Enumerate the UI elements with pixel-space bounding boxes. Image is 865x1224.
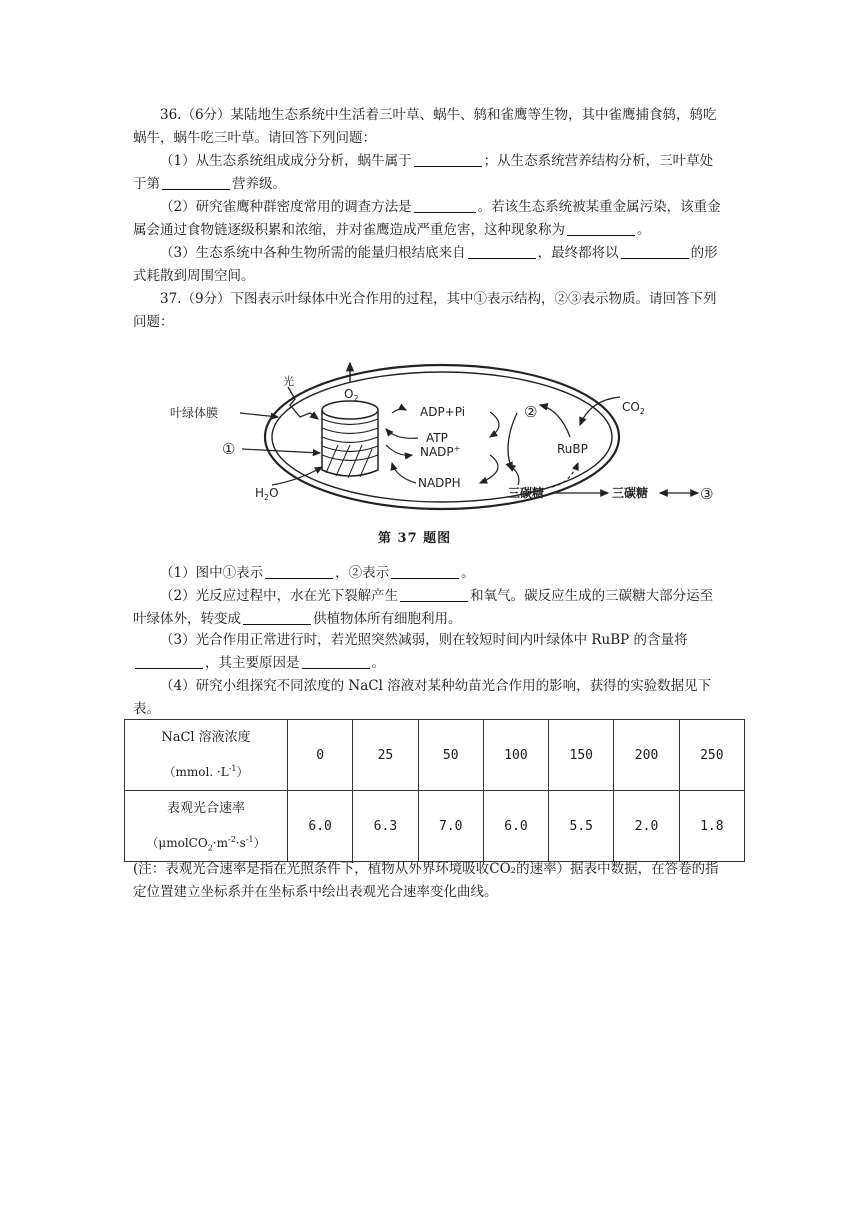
rate-cell: 7.0 <box>418 791 483 862</box>
answer-blank[interactable] <box>265 564 333 579</box>
o2-label: $O_2$ <box>344 387 359 403</box>
answer-blank[interactable] <box>302 654 370 669</box>
grana-stack <box>322 401 378 478</box>
answer-blank[interactable] <box>621 244 689 259</box>
table-note: (注：表观光合速率是指在光照条件下，植物从外界环境吸收CO₂的速率）据表中数据，在答卷的指定位置建立坐标系并在坐标系中绘出表观光合速率变化曲线。 <box>133 861 719 900</box>
table-row <box>125 791 745 862</box>
concentration-cell: 25 <box>353 720 418 791</box>
rubp-label: RuBP <box>557 442 588 456</box>
concentration-cell: 250 <box>679 720 744 791</box>
concentration-cell: 50 <box>418 720 483 791</box>
q36-part3: （3）生态系统中各种生物所需的能量归根结底来自 ，最终都将以 的形式耗散到周围空间。 <box>133 245 718 284</box>
nadph-label: NADPH <box>418 476 461 490</box>
row-header-rate: 表观光合速率 $(\mu molCO_2\cdot m^{-2}\cdot s^{-1})$ <box>125 791 288 862</box>
nacl-data-table <box>124 719 745 862</box>
circle2-label: ② <box>524 403 538 421</box>
concentration-cell: 100 <box>483 720 548 791</box>
rate-cell: 6.3 <box>353 791 418 862</box>
nadp-label: NADP+ <box>420 444 461 459</box>
rate-cell: 2.0 <box>614 791 679 862</box>
answer-blank[interactable] <box>400 587 468 602</box>
light-label: 光 <box>283 375 294 388</box>
circle3-label: ③ <box>700 485 714 503</box>
q36-part2: （2）研究雀鹰种群密度常用的调查方法是 。若该生态系统被某重金属污染，该重金属会通过食物链逐级积累和浓缩，并对雀鹰造成严重危害，这种现象称为 。 <box>133 199 721 238</box>
atp-label: ATP <box>426 431 448 445</box>
answer-blank[interactable] <box>567 221 635 236</box>
q37-stem: 37.（9分）下图表示叶绿体中光合作用的过程，其中①表示结构，②③表示物质。请回答下列问题： <box>133 291 717 330</box>
circle1-label: ① <box>222 440 236 458</box>
rate-cell: 6.0 <box>288 791 353 862</box>
q37-part4: （4）研究小组探究不同浓度的 NaCl 溶液对某种幼苗光合作用的影响，获得的实验数据见下表。 <box>133 678 712 717</box>
membrane-label: 叶绿体膜 <box>170 406 219 420</box>
chloroplast-diagram <box>160 345 720 550</box>
q37-part1: （1）图中①表示 ，②表示 。 <box>160 565 475 581</box>
rate-cell: 6.0 <box>483 791 548 862</box>
table-row <box>125 720 745 791</box>
answer-blank[interactable] <box>243 610 311 625</box>
row-header-concentration: NaCl 溶液浓度 （mmol. $\cdot L^{-1}$） <box>125 720 288 791</box>
q37-part3: （3）光合作用正常进行时，若光照突然减弱，则在较短时间内叶绿体中 RuBP 的含量将，其主要原因是 。 <box>133 629 725 675</box>
co2-label: $CO_2$ <box>622 400 645 416</box>
q36-stem: 36.（6分）某陆地生态系统中生活着三叶草、蜗牛、鸫和雀鹰等生物，其中雀鹰捕食鸫，鸫吃蜗牛，蜗牛吃三叶草。请回答下列问题： <box>133 107 717 146</box>
h2o-label: $H_2O$ <box>255 486 279 502</box>
rate-cell: 1.8 <box>679 791 744 862</box>
q36-part1: （1）从生态系统组成成分分析，蜗牛属于 ；从生态系统营养结构分析，三叶草处于第 营养级。 <box>133 153 714 192</box>
answer-blank[interactable] <box>414 198 476 213</box>
concentration-cell: 0 <box>288 720 353 791</box>
answer-blank[interactable] <box>468 244 536 259</box>
concentration-cell: 150 <box>549 720 614 791</box>
triose-inside-label: 三碳糖 <box>508 486 545 500</box>
concentration-cell: 200 <box>614 720 679 791</box>
triose-outside-label: 三碳糖 <box>612 486 649 500</box>
answer-blank[interactable] <box>135 654 203 669</box>
answer-blank[interactable] <box>391 564 459 579</box>
figure-caption: 第 37 题图 <box>378 531 452 546</box>
answer-blank[interactable] <box>414 152 482 167</box>
answer-blank[interactable] <box>162 175 230 190</box>
q37-part2: （2）光反应过程中，水在光下裂解产生 和氧气。碳反应生成的三碳糖大部分运至叶绿体外，转变成 供植物体所有细胞利用。 <box>133 588 714 627</box>
rate-cell: 5.5 <box>549 791 614 862</box>
adp-pi-label: ADP+Pi <box>420 405 466 419</box>
